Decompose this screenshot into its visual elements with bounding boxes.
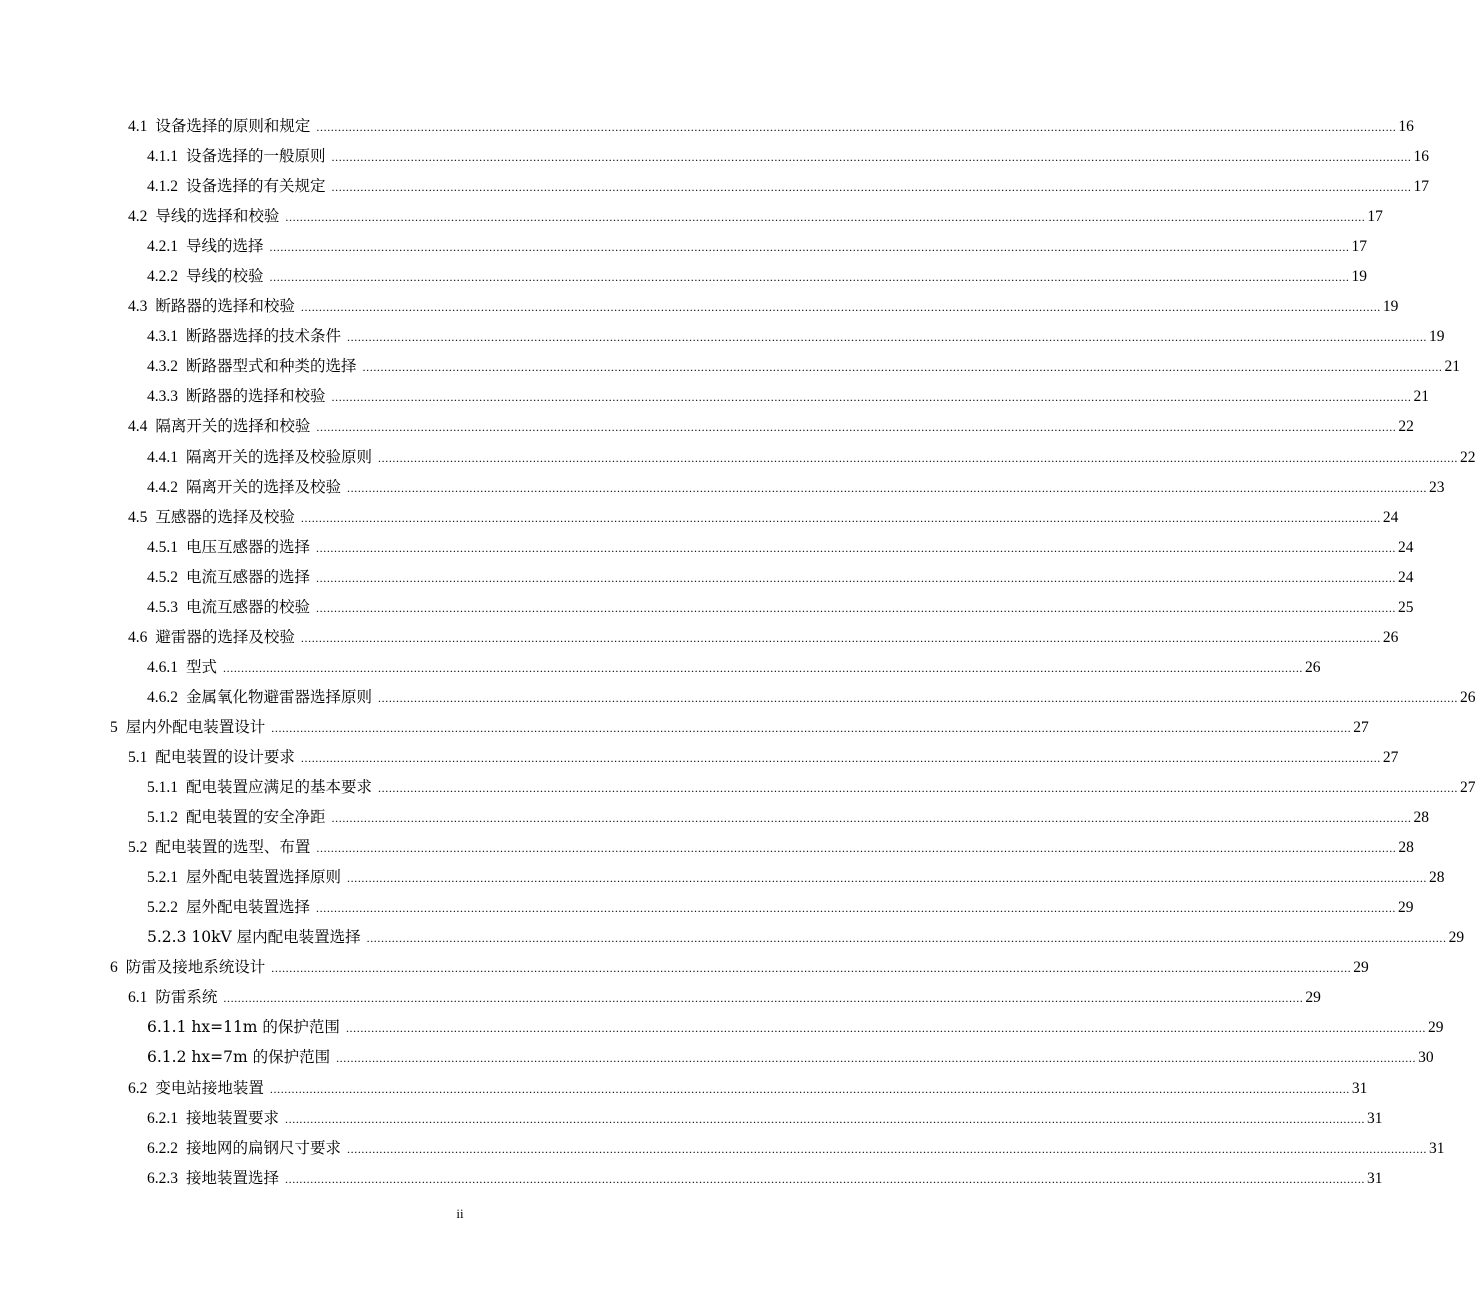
toc-entry-title: 6.1.1 hx=11m 的保护范围	[147, 1018, 340, 1037]
toc-entry-number: 5.1.2	[147, 809, 178, 827]
toc-entry-page: 28	[1429, 869, 1445, 887]
dot-leader: ............................................................................................................................................................................................................................................................................................................	[285, 210, 1366, 225]
toc-entry-title: 设备选择的原则和规定	[155, 117, 311, 135]
dot-leader: ............................................................................................................................................................................................................................................................................................................	[223, 660, 1304, 675]
toc-entry-label	[147, 1042, 330, 1072]
toc-entry-title: 隔离开关的选择及校验	[186, 477, 342, 496]
toc-entry-number: 4.4.2	[147, 478, 178, 496]
toc-entry[interactable]	[0, 1073, 1368, 1103]
dot-leader: ............................................................................................................................................................................................................................................................................................................	[366, 931, 1447, 946]
toc-entry-page: 24	[1382, 508, 1399, 526]
toc-entry-number: 4.4	[128, 418, 148, 436]
toc-entry-page: 28	[1398, 839, 1414, 857]
toc-entry-page: 19	[1351, 268, 1368, 286]
toc-entry-title: 配电装置的安全净距	[186, 808, 326, 827]
toc-entry-number: 6.2	[128, 1079, 148, 1097]
toc-entry-label	[110, 952, 265, 983]
toc-entry-label	[147, 562, 310, 593]
dot-leader: ............................................................................................................................................................................................................................................................................................................	[331, 811, 1412, 826]
toc-entry-number: 6.2.2	[147, 1139, 178, 1157]
dot-leader: ............................................................................................................................................................................................................................................................................................................	[331, 150, 1412, 165]
toc-entry-title: 导线的选择	[186, 237, 264, 256]
dot-leader: ............................................................................................................................................................................................................................................................................................................	[300, 510, 1381, 525]
toc-entry-number: 5.1	[128, 748, 148, 766]
toc-entry-page: 31	[1429, 1139, 1445, 1157]
toc-entry-title: 屋外配电装置选择	[186, 898, 311, 917]
toc-entry-title: 断路器型式和种类的选择	[186, 357, 357, 376]
toc-entry-number: 4.6.2	[147, 688, 178, 706]
toc-entry[interactable]	[0, 291, 1399, 321]
toc-entry-page: 22	[1460, 448, 1476, 466]
toc-entry[interactable]	[0, 742, 1399, 772]
toc-entry[interactable]	[0, 1042, 1434, 1072]
toc-entry[interactable]	[0, 832, 1414, 862]
toc-entry-page: 17	[1351, 238, 1368, 256]
toc-entry-page: 31	[1351, 1079, 1368, 1097]
toc-entry[interactable]	[0, 922, 1465, 952]
toc-entry-title: 变电站接地装置	[155, 1078, 264, 1097]
toc-entry-label	[128, 201, 279, 232]
dot-leader: ............................................................................................................................................................................................................................................................................................................	[269, 240, 1350, 255]
toc-entry-page: 21	[1413, 388, 1430, 406]
toc-entry-title: 屋外配电装置选择原则	[186, 868, 342, 887]
toc-entry-label	[147, 652, 217, 683]
toc-entry-page: 31	[1367, 1109, 1383, 1127]
toc-entry-label	[147, 231, 264, 262]
toc-entry-label	[147, 351, 357, 382]
dot-leader: ............................................................................................................................................................................................................................................................................................................	[271, 961, 1352, 976]
toc-entry-label	[128, 502, 295, 533]
toc-entry[interactable]	[0, 502, 1399, 532]
toc-entry-number: 4.2	[128, 208, 148, 226]
dot-leader: ............................................................................................................................................................................................................................................................................................................	[331, 390, 1412, 405]
dot-leader: ............................................................................................................................................................................................................................................................................................................	[347, 480, 1428, 495]
toc-entry-label	[147, 592, 310, 623]
toc-entry[interactable]	[0, 712, 1369, 742]
toc-entry[interactable]	[0, 411, 1414, 441]
toc-entry-label	[128, 291, 295, 322]
toc-entry-page: 16	[1413, 148, 1430, 166]
toc-entry[interactable]	[0, 982, 1321, 1012]
dot-leader: ............................................................................................................................................................................................................................................................................................................	[316, 540, 1397, 555]
dot-leader: ............................................................................................................................................................................................................................................................................................................	[347, 1141, 1428, 1156]
toc-entry-page: 16	[1398, 118, 1414, 135]
dot-leader: ............................................................................................................................................................................................................................................................................................................	[362, 360, 1443, 375]
toc-entry-title: 设备选择的有关规定	[186, 177, 326, 196]
toc-entry-number: 5.1.1	[147, 779, 178, 797]
toc-entry-label	[147, 862, 341, 893]
toc-entry-page: 28	[1413, 809, 1430, 827]
toc-entry-number: 4.3.2	[147, 358, 178, 376]
toc-entry[interactable]	[0, 772, 1476, 802]
toc-entry-label	[147, 442, 372, 473]
toc-entry-label	[147, 802, 326, 833]
toc-entry-title: 隔离开关的选择及校验原则	[186, 447, 373, 466]
toc-entry[interactable]	[0, 1103, 1383, 1133]
toc-entry-title: 设备选择的一般原则	[186, 147, 326, 166]
toc-entry-number: 4.5.3	[147, 598, 178, 616]
toc-entry-number: 6	[110, 959, 118, 977]
toc-entry-page: 27	[1382, 748, 1399, 766]
toc-entry-page: 17	[1413, 178, 1430, 196]
toc-entry[interactable]	[0, 201, 1383, 231]
toc-entry[interactable]	[0, 682, 1476, 712]
dot-leader: ............................................................................................................................................................................................................................................................................................................	[300, 300, 1381, 315]
toc-entry[interactable]	[0, 622, 1399, 652]
toc-entry-page: 24	[1398, 538, 1414, 556]
toc-entry-title: 导线的校验	[186, 267, 264, 286]
toc-entry-label	[128, 622, 295, 653]
toc-entry-label	[128, 111, 310, 142]
dot-leader: ............................................................................................................................................................................................................................................................................................................	[316, 120, 1397, 134]
toc-entry-number: 4.3	[128, 298, 148, 316]
dot-leader: ............................................................................................................................................................................................................................................................................................................	[378, 450, 1459, 465]
toc-entry-title: 断路器的选择和校验	[155, 297, 295, 316]
toc-entry-page: 25	[1398, 598, 1414, 616]
toc-entry-label	[147, 171, 326, 202]
toc-entry-label	[147, 321, 341, 352]
toc-entry-page: 26	[1382, 628, 1399, 646]
toc-entry[interactable]	[0, 231, 1368, 261]
toc-entry-number: 6.2.1	[147, 1109, 178, 1127]
toc-entry-label	[128, 742, 295, 773]
toc-entry-label	[147, 1012, 340, 1042]
toc-entry[interactable]	[0, 592, 1414, 622]
toc-entry-title: 断路器的选择和校验	[186, 387, 326, 406]
toc-entry[interactable]	[0, 802, 1430, 832]
toc-entry-number: 5.2.1	[147, 869, 178, 887]
toc-entry-number: 4.3.1	[147, 328, 178, 346]
toc-entry-page: 29	[1353, 959, 1369, 977]
toc-entry-title: 导线的选择和校验	[155, 207, 280, 226]
dot-leader: ............................................................................................................................................................................................................................................................................................................	[285, 1111, 1366, 1126]
toc-entry-label	[147, 922, 361, 952]
toc-entry-number: 4.3.3	[147, 388, 178, 406]
toc-entry-page: 23	[1429, 478, 1445, 496]
toc-entry-number: 4.5.1	[147, 538, 178, 556]
toc-entry[interactable]	[0, 1133, 1445, 1163]
dot-leader: ............................................................................................................................................................................................................................................................................................................	[345, 1021, 1426, 1036]
toc-entry[interactable]	[0, 141, 1430, 171]
toc-entry[interactable]	[0, 952, 1369, 982]
toc-entry[interactable]	[0, 862, 1445, 892]
toc-entry-label	[128, 832, 310, 863]
toc-entry-title: 5.2.3 10kV 屋内配电装置选择	[147, 928, 361, 947]
toc-entry-page: 22	[1398, 418, 1414, 436]
toc-entry-title: 屋内外配电装置设计	[125, 717, 266, 736]
toc-entry-page: 27	[1353, 718, 1369, 736]
toc-entry-title: 6.1.2 hx=7m 的保护范围	[147, 1048, 331, 1067]
toc-entry-title: 防雷及接地系统设计	[125, 958, 266, 977]
dot-leader: ............................................................................................................................................................................................................................................................................................................	[316, 901, 1397, 916]
toc-entry[interactable]	[0, 261, 1368, 291]
table-of-contents	[0, 111, 1476, 1193]
dot-leader: ............................................................................................................................................................................................................................................................................................................	[316, 841, 1397, 856]
toc-entry-number: 5	[110, 718, 118, 736]
toc-entry-label	[110, 712, 265, 743]
page-number-footer: ii	[456, 1206, 464, 1221]
toc-entry-number: 5.2	[128, 839, 148, 857]
toc-entry-title: 配电装置的选型、布置	[155, 838, 311, 857]
toc-entry-number: 4.6	[128, 628, 148, 646]
dot-leader: ............................................................................................................................................................................................................................................................................................................	[347, 871, 1428, 886]
toc-entry-label	[147, 261, 264, 292]
toc-entry-number: 4.4.1	[147, 448, 178, 466]
toc-entry-page: 27	[1460, 779, 1476, 797]
toc-entry-title: 电压互感器的选择	[186, 537, 311, 556]
toc-entry-page: 29	[1448, 929, 1465, 947]
dot-leader: ............................................................................................................................................................................................................................................................................................................	[316, 570, 1397, 585]
toc-entry-title: 电流互感器的选择	[186, 567, 311, 586]
toc-entry-number: 4.5.2	[147, 568, 178, 586]
toc-entry-title: 避雷器的选择及校验	[155, 627, 295, 646]
toc-entry-title: 隔离开关的选择和校验	[155, 417, 311, 436]
toc-entry-title: 配电装置的设计要求	[155, 747, 295, 766]
toc-entry[interactable]	[0, 562, 1414, 592]
toc-entry-page: 24	[1398, 568, 1414, 586]
toc-entry-label	[147, 472, 341, 503]
toc-entry-title: 断路器选择的技术条件	[186, 327, 342, 346]
toc-entry-title: 防雷系统	[155, 988, 218, 1007]
toc-entry-page: 26	[1305, 658, 1321, 676]
toc-entry-label	[147, 1163, 279, 1194]
dot-leader: ............................................................................................................................................................................................................................................................................................................	[269, 1081, 1350, 1096]
toc-entry[interactable]	[0, 321, 1445, 351]
toc-entry-title: 接地装置选择	[186, 1168, 280, 1187]
toc-entry-label	[128, 411, 310, 442]
toc-entry-title: 电流互感器的校验	[186, 597, 311, 616]
toc-entry-label	[147, 1103, 279, 1134]
toc-entry-page: 30	[1418, 1049, 1434, 1067]
toc-entry[interactable]	[0, 351, 1461, 381]
toc-entry-page: 31	[1367, 1169, 1383, 1187]
toc-entry-label	[128, 1073, 264, 1104]
toc-entry-page: 26	[1460, 688, 1476, 706]
dot-leader: ............................................................................................................................................................................................................................................................................................................	[271, 720, 1352, 735]
toc-entry-label	[147, 141, 326, 172]
toc-entry[interactable]	[0, 1163, 1383, 1193]
toc-entry-page: 29	[1427, 1019, 1444, 1037]
dot-leader: ............................................................................................................................................................................................................................................................................................................	[269, 270, 1350, 285]
dot-leader: ............................................................................................................................................................................................................................................................................................................	[300, 630, 1381, 645]
dot-leader: ............................................................................................................................................................................................................................................................................................................	[336, 1051, 1417, 1066]
dot-leader: ............................................................................................................................................................................................................................................................................................................	[331, 180, 1412, 195]
dot-leader: ............................................................................................................................................................................................................................................................................................................	[347, 330, 1428, 345]
toc-entry-page: 19	[1429, 328, 1445, 346]
toc-entry-label	[147, 772, 372, 803]
toc-entry-number: 5.2.2	[147, 899, 178, 917]
toc-entry-page: 29	[1305, 989, 1321, 1007]
toc-entry[interactable]	[0, 111, 1414, 141]
toc-entry-title: 配电装置应满足的基本要求	[186, 778, 373, 797]
toc-entry-label	[147, 682, 372, 713]
toc-entry-page: 19	[1382, 298, 1399, 316]
toc-entry[interactable]	[0, 532, 1414, 562]
toc-entry[interactable]	[0, 472, 1445, 502]
toc-entry[interactable]	[0, 1012, 1444, 1042]
dot-leader: ............................................................................................................................................................................................................................................................................................................	[300, 750, 1381, 765]
toc-entry-title: 金属氧化物避雷器选择原则	[186, 687, 373, 706]
dot-leader: ............................................................................................................................................................................................................................................................................................................	[316, 420, 1397, 435]
toc-entry-number: 4.2.1	[147, 238, 178, 256]
toc-entry-label	[147, 892, 310, 923]
toc-entry-number: 4.1.1	[147, 148, 178, 166]
dot-leader: ............................................................................................................................................................................................................................................................................................................	[316, 600, 1397, 615]
toc-entry-number: 4.1	[128, 118, 148, 135]
toc-entry-number: 6.1	[128, 989, 148, 1007]
toc-entry-number: 4.2.2	[147, 268, 178, 286]
toc-entry-page: 29	[1398, 899, 1414, 917]
toc-entry[interactable]	[0, 892, 1414, 922]
toc-entry[interactable]	[0, 381, 1430, 411]
dot-leader: ............................................................................................................................................................................................................................................................................................................	[285, 1171, 1366, 1186]
toc-entry-number: 4.6.1	[147, 658, 178, 676]
toc-entry-page: 21	[1444, 358, 1461, 376]
toc-entry[interactable]	[0, 652, 1321, 682]
toc-entry-title: 接地网的扁钢尺寸要求	[186, 1138, 342, 1157]
dot-leader: ............................................................................................................................................................................................................................................................................................................	[378, 690, 1459, 705]
toc-entry-title: 互感器的选择及校验	[155, 507, 295, 526]
dot-leader: ............................................................................................................................................................................................................................................................................................................	[378, 781, 1459, 796]
toc-entry-label	[147, 532, 310, 563]
toc-entry-page: 17	[1367, 208, 1383, 226]
toc-entry[interactable]	[0, 171, 1430, 201]
toc-entry-label	[128, 982, 217, 1013]
dot-leader: ............................................................................................................................................................................................................................................................................................................	[223, 991, 1304, 1006]
toc-entry-number: 6.2.3	[147, 1169, 178, 1187]
toc-entry-number: 4.5	[128, 508, 148, 526]
toc-entry-label	[147, 381, 326, 412]
toc-entry-number: 4.1.2	[147, 178, 178, 196]
toc-entry-label	[147, 1133, 341, 1164]
toc-entry-title: 型式	[186, 657, 218, 676]
toc-entry-title: 接地装置要求	[186, 1108, 280, 1127]
toc-entry[interactable]	[0, 442, 1476, 472]
